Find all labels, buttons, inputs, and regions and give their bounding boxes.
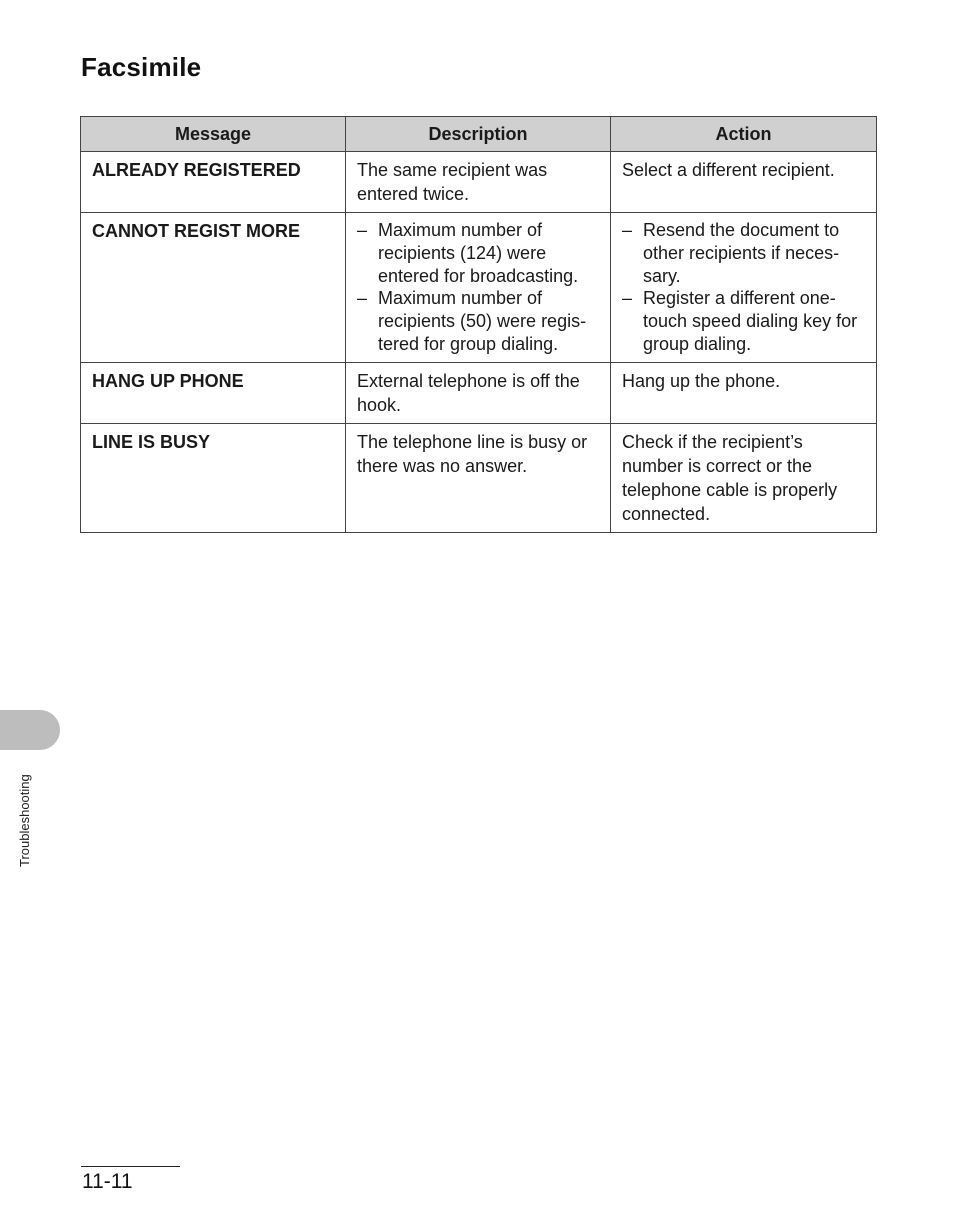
page-title: Facsimile [81, 52, 202, 82]
column-header-message: Message [81, 117, 346, 152]
message-table [80, 116, 877, 533]
description-list [357, 219, 599, 356]
footer-divider [81, 1166, 180, 1167]
table-row [81, 152, 877, 213]
action-cell: Select a different recipient. [611, 152, 877, 213]
table-row [81, 362, 877, 423]
message-cell: HANG UP PHONE [81, 362, 346, 423]
action-cell: Hang up the phone. [611, 362, 877, 423]
table-header-row [81, 117, 877, 152]
list-item: – Maximum number of recipients (50) were regis-tered for group dialing. [357, 287, 599, 355]
description-cell: The same recipient was entered twice. [346, 152, 611, 213]
list-item: – Maximum number of recipients (124) were entered for broadcasting. [357, 219, 599, 287]
column-header-action: Action [611, 117, 877, 152]
column-header-description: Description [346, 117, 611, 152]
message-cell: CANNOT REGIST MORE [81, 213, 346, 363]
chapter-side-label: Troubleshooting [17, 774, 32, 867]
description-cell: The telephone line is busy or there was no answer. [346, 423, 611, 532]
chapter-side-tab [0, 710, 60, 750]
message-cell: ALREADY REGISTERED [81, 152, 346, 213]
description-cell [346, 213, 611, 363]
action-cell [611, 213, 877, 363]
action-list [622, 219, 865, 356]
page-number: 11-11 [82, 1170, 133, 1193]
description-cell: External telephone is off the hook. [346, 362, 611, 423]
action-cell: Check if the recipient’s number is correct or the telephone cable is properly connected. [611, 423, 877, 532]
list-item: – Register a different one-touch speed dialing key for group dialing. [622, 287, 865, 355]
message-cell: LINE IS BUSY [81, 423, 346, 532]
table-row [81, 213, 877, 363]
list-item: – Resend the document to other recipients if neces-sary. [622, 219, 865, 287]
table-row [81, 423, 877, 532]
